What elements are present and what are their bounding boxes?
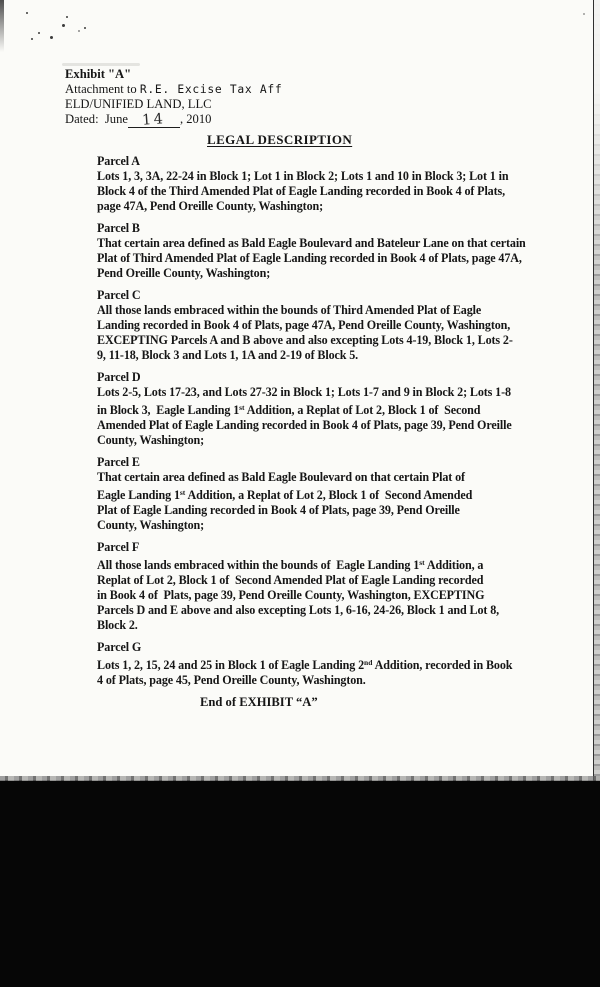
parcel-heading: Parcel D xyxy=(97,370,141,384)
parcel-block xyxy=(97,154,551,214)
dated-blank-underline xyxy=(128,112,180,128)
parcel-text-line: Eagle Landing 1st Addition, a Replat of Lot 2, Block 1 of Second Amended xyxy=(97,488,473,502)
parcel-text-line: Lots 2-5, Lots 17-23, and Lots 27-32 in Block 1; Lots 1-7 and 9 in Block 2; Lots 1-8 xyxy=(97,385,511,399)
handwritten-date: 14 xyxy=(141,111,167,129)
parcel-text-line: All those lands embraced within the bounds of Third Amended Plat of Eagle xyxy=(97,303,482,317)
parcel-heading: Parcel B xyxy=(97,221,140,235)
attachment-line xyxy=(65,82,551,97)
scan-speck xyxy=(26,12,28,14)
dated-line xyxy=(65,112,551,130)
scan-speck xyxy=(583,13,585,15)
parcel-text-line: Plat of Eagle Landing recorded in Book 4 of Plats, page 39, Pend Oreille xyxy=(97,503,460,517)
exhibit-title: Exhibit "A" xyxy=(65,67,132,81)
parcel-text-line: page 47A, Pend Oreille County, Washington; xyxy=(97,199,324,213)
parcel-heading: Parcel C xyxy=(97,288,141,302)
scan-right-edge-artifact xyxy=(593,0,600,781)
section-title: LEGAL DESCRIPTION xyxy=(207,132,353,147)
parcel-heading: Parcel E xyxy=(97,455,140,469)
document-content xyxy=(65,67,551,710)
scan-speck xyxy=(62,24,65,27)
parcel-list xyxy=(97,154,551,688)
parcel-text-line: Amended Plat of Eagle Landing recorded in Book 4 of Plats, page 39, Pend Oreille xyxy=(97,418,512,432)
parcel-text-line: Pend Oreille County, Washington; xyxy=(97,266,271,280)
parcel-text-line: in Block 3, Eagle Landing 1st Addition, a Replat of Lot 2, Block 1 of Second xyxy=(97,403,481,417)
parcel-text-line: All those lands embraced within the bounds of Eagle Landing 1st Addition, a xyxy=(97,558,484,572)
parcel-text-line: Plat of Third Amended Plat of Eagle Landing recorded in Book 4 of Plats, page 47A, xyxy=(97,251,522,265)
parcel-text-line: Parcels D and E above and also excepting Lots 1, 6-16, 24-26, Block 1 and Lot 8, xyxy=(97,603,500,617)
scan-page-bottom-edge xyxy=(0,776,600,781)
parcel-block xyxy=(97,370,551,448)
scan-speck xyxy=(31,38,33,40)
parcel-block xyxy=(97,455,551,533)
parcel-text-line: 9, 11-18, Block 3 and Lots 1, 1A and 2-19 of Block 5. xyxy=(97,348,359,362)
scan-speck xyxy=(38,32,40,34)
scan-speck xyxy=(50,36,53,39)
scan-speck xyxy=(84,27,86,29)
parcel-text-line: 4 of Plats, page 45, Pend Oreille County, Washington. xyxy=(97,673,366,687)
parcel-text-line: in Book 4 of Plats, page 39, Pend Oreille County, Washington, EXCEPTING xyxy=(97,588,485,602)
dated-suffix: , 2010 xyxy=(179,112,212,126)
dated-prefix: Dated: June xyxy=(65,112,128,126)
parcel-text-line: Block 4 of the Third Amended Plat of Eagle Landing recorded in Book 4 of Plats, xyxy=(97,184,506,198)
parcel-text-line: Replat of Lot 2, Block 1 of Second Amended Plat of Eagle Landing recorded xyxy=(97,573,484,587)
company-name: ELD/UNIFIED LAND, LLC xyxy=(65,97,212,111)
parcel-text-line: Lots 1, 2, 15, 24 and 25 in Block 1 of Eagle Landing 2nd Addition, recorded in Book xyxy=(97,658,513,672)
parcel-text-line: Block 2. xyxy=(97,618,138,632)
parcel-text-line: That certain area defined as Bald Eagle Boulevard and Bateleur Lane on that certain xyxy=(97,236,526,250)
parcel-heading: Parcel G xyxy=(97,640,142,654)
parcel-text-line: EXCEPTING Parcels A and B above and also excepting Lots 4-19, Block 1, Lots 2- xyxy=(97,333,513,347)
parcel-block xyxy=(97,221,551,281)
scan-speck xyxy=(78,30,80,32)
parcel-text-line: County, Washington; xyxy=(97,433,205,447)
end-of-exhibit: End of EXHIBIT “A” xyxy=(200,695,318,709)
parcel-block xyxy=(97,640,551,688)
parcel-heading: Parcel F xyxy=(97,540,140,554)
parcel-block xyxy=(97,288,551,363)
parcel-block xyxy=(97,540,551,633)
parcel-text-line: That certain area defined as Bald Eagle Boulevard on that certain Plat of xyxy=(97,470,465,484)
parcel-heading: Parcel A xyxy=(97,154,140,168)
scan-left-edge-artifact xyxy=(0,0,4,52)
attachment-prefix: Attachment to xyxy=(65,82,140,96)
scan-black-band xyxy=(0,780,600,987)
scan-smudge xyxy=(62,63,140,66)
parcel-text-line: Landing recorded in Book 4 of Plats, page 47A, Pend Oreille County, Washington, xyxy=(97,318,511,332)
scan-speck xyxy=(66,16,68,18)
attachment-typed-text: R.E. Excise Tax Aff xyxy=(139,83,283,96)
parcel-text-line: Lots 1, 3, 3A, 22-24 in Block 1; Lot 1 in Block 2; Lots 1 and 10 in Block 3; Lot 1 in xyxy=(97,169,509,183)
parcel-text-line: County, Washington; xyxy=(97,518,205,532)
